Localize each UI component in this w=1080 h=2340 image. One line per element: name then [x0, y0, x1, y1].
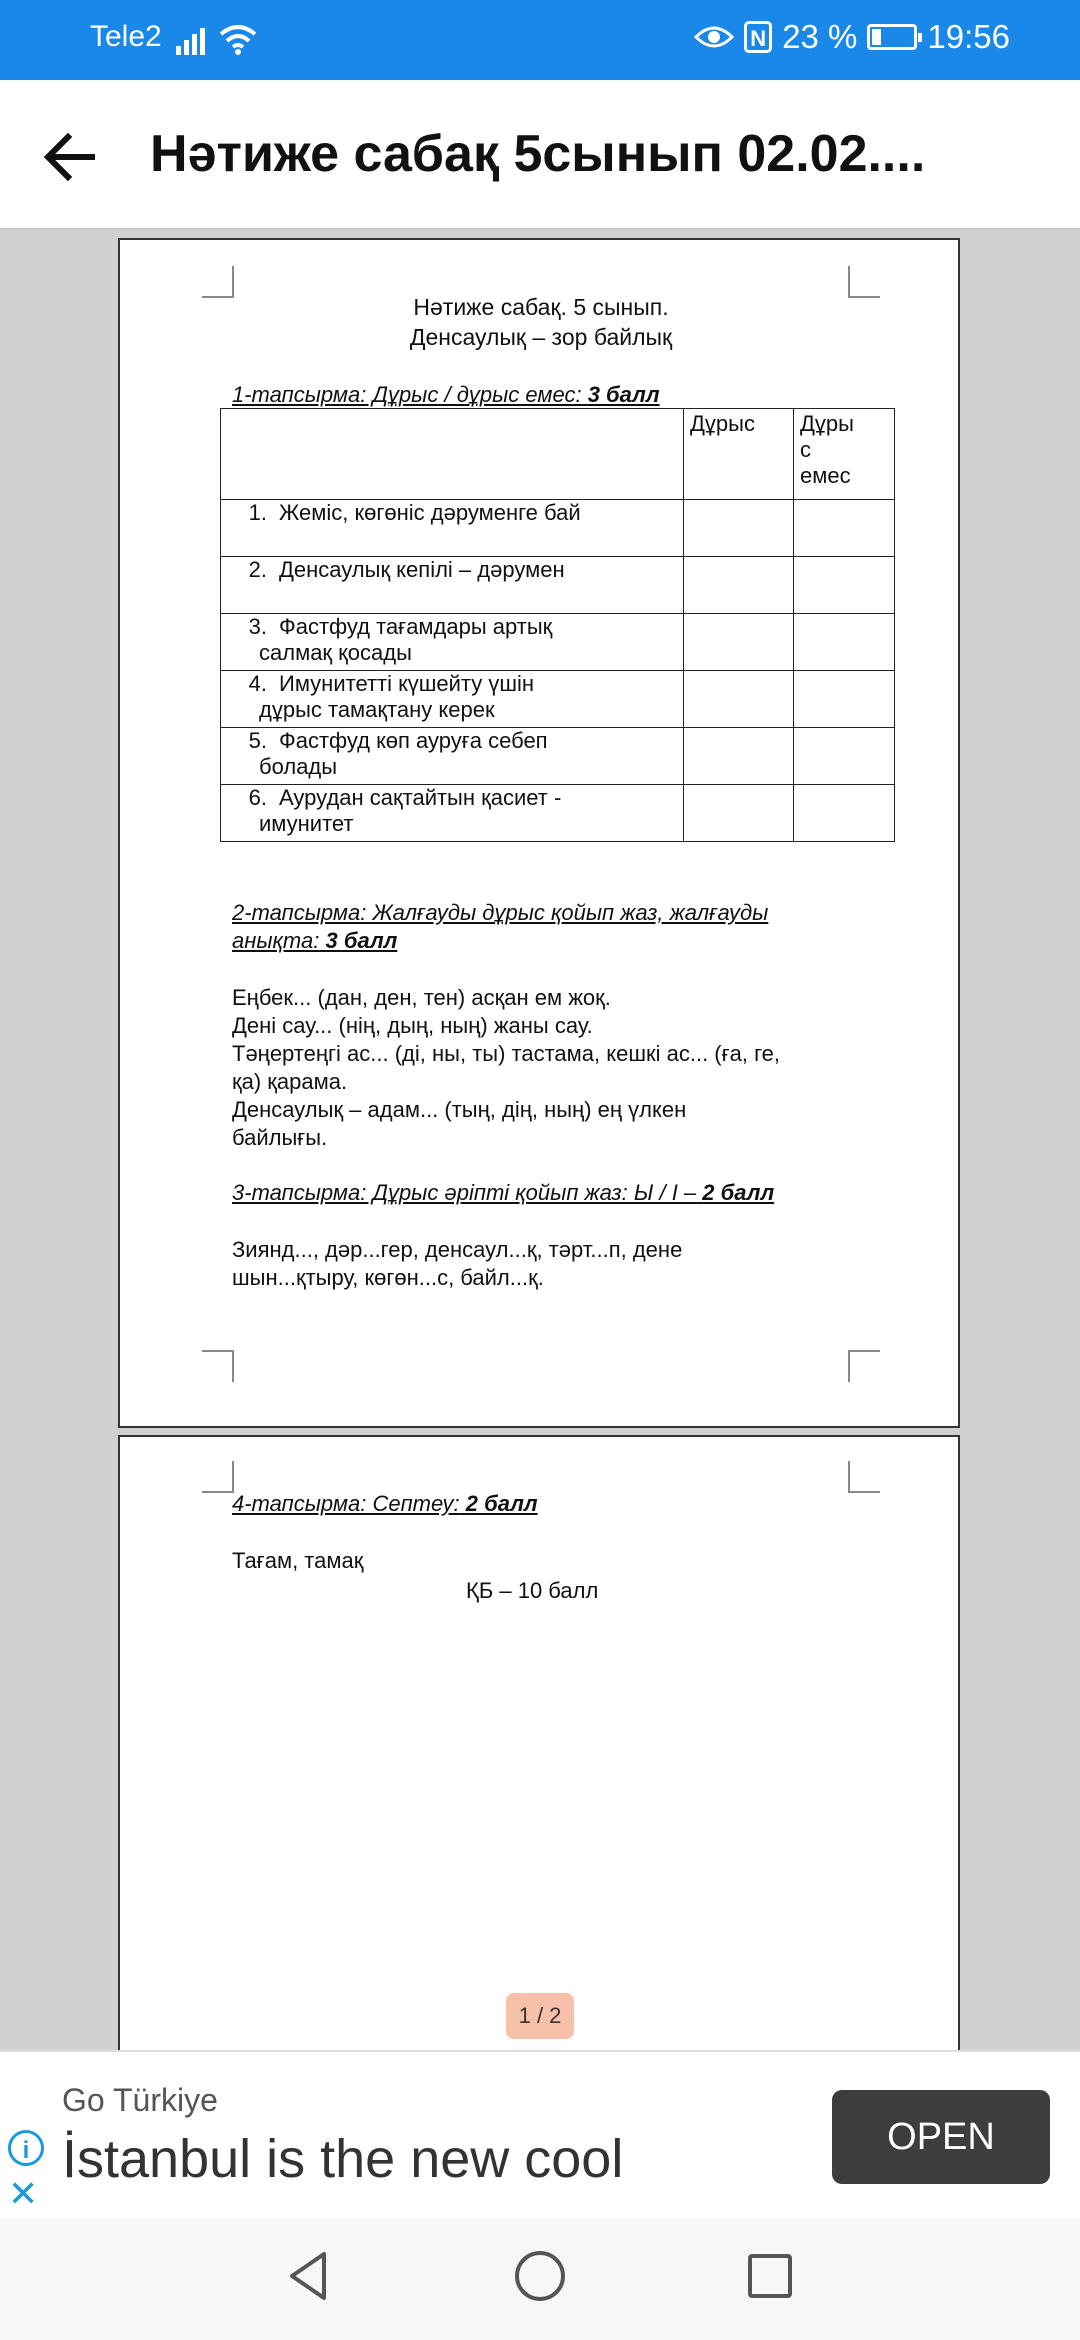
battery-percent: 23 %	[782, 18, 858, 55]
col-header-true: Дұрыс	[684, 409, 794, 500]
crop-mark	[202, 1461, 234, 1493]
page-indicator: 1 / 2	[506, 1993, 574, 2039]
ad-banner[interactable]	[0, 2050, 1080, 2218]
signal-icon	[176, 24, 212, 56]
task-2-label-line1: 2-тапсырма: Жалғауды дұрыс қойып жаз, жалғауды	[232, 900, 769, 925]
clock: 19:56	[927, 18, 1010, 55]
task-3-label: 3-тапсырма: Дұрыс әріпті қойып жаз: Ы / І – 2 балл	[232, 1180, 775, 1205]
table-row: 6. Аурудан сақтайтын қасиет - имунитет	[221, 785, 895, 842]
table-row: 5. Фастфуд көп ауруға себеп болады	[221, 728, 895, 785]
nfc-icon: N	[744, 21, 772, 53]
navigation-bar	[0, 2218, 1080, 2340]
status-bar	[0, 0, 1080, 80]
nav-recents-icon[interactable]	[738, 2244, 802, 2308]
table-row: 3. Фастфуд тағамдары артық салмақ қосады	[221, 614, 895, 671]
col-header-false: Дұры с емес	[794, 409, 895, 500]
ad-headline: İstanbul is the new cool	[62, 2129, 624, 2189]
true-false-table	[220, 408, 895, 842]
table-row: 2. Денсаулық кепілі – дәрумен	[221, 557, 895, 614]
document-page-1	[118, 238, 960, 1428]
table-header-empty	[221, 409, 684, 500]
nav-home-icon[interactable]	[508, 2244, 572, 2308]
task-4-text: Тағам, тамақ	[232, 1548, 364, 1573]
total-score: ҚБ – 10 балл	[466, 1578, 599, 1603]
back-arrow-icon[interactable]	[38, 125, 102, 189]
crop-mark	[848, 1350, 880, 1382]
carrier-name: Tele2	[90, 20, 162, 53]
document-title: Нәтиже сабақ 5сынып 02.02....	[150, 125, 926, 183]
wifi-icon	[218, 22, 258, 56]
document-viewer[interactable]	[0, 230, 1080, 2050]
close-icon[interactable]: ✕	[8, 2173, 39, 2214]
battery-fill	[872, 29, 881, 45]
battery-icon	[867, 24, 917, 50]
table-row: 1. Жеміс, көгөніс дәруменге бай	[221, 500, 895, 557]
task-2-label-line2: анықта: 3 балл	[232, 928, 398, 953]
crop-mark	[848, 1461, 880, 1493]
task-1-label: 1-тапсырма: Дұрыс / дұрыс емес: 3 балл	[232, 382, 660, 407]
task-3-text: Зиянд..., дәр...гер, денсаул...қ, тәрт...п, дене шын...қтыру, көгөн...с, байл...қ.	[232, 1237, 683, 1290]
crop-mark	[202, 1350, 234, 1382]
task-2-text: Еңбек... (дан, ден, тен) асқан ем жоқ. Дені сау... (нің, дың, ның) жаны сау. Тәңертеңгі ас... (ді, ны, ты) тастама, кешкі ас... (ға, ге, қа) қарама. Денсаулық – адам... (тың, дің, ның) ең үлкен байлығы.	[232, 985, 781, 1150]
app-bar	[0, 80, 1080, 230]
info-icon[interactable]: i	[8, 2130, 44, 2166]
doc-subheading: Денсаулық – зор байлық	[409, 324, 673, 350]
task-4-label: 4-тапсырма: Септеу: 2 балл	[232, 1491, 538, 1516]
eye-icon	[694, 23, 734, 51]
ad-brand: Go Türkiye	[62, 2082, 218, 2118]
doc-heading: Нәтиже сабақ. 5 сынып.	[413, 294, 669, 320]
table-row: 4. Имунитетті күшейту үшін дұрыс тамақтану керек	[221, 671, 895, 728]
document-page-2	[118, 1435, 960, 2050]
nav-back-icon[interactable]	[278, 2244, 342, 2308]
open-button[interactable]: OPEN	[832, 2090, 1050, 2184]
